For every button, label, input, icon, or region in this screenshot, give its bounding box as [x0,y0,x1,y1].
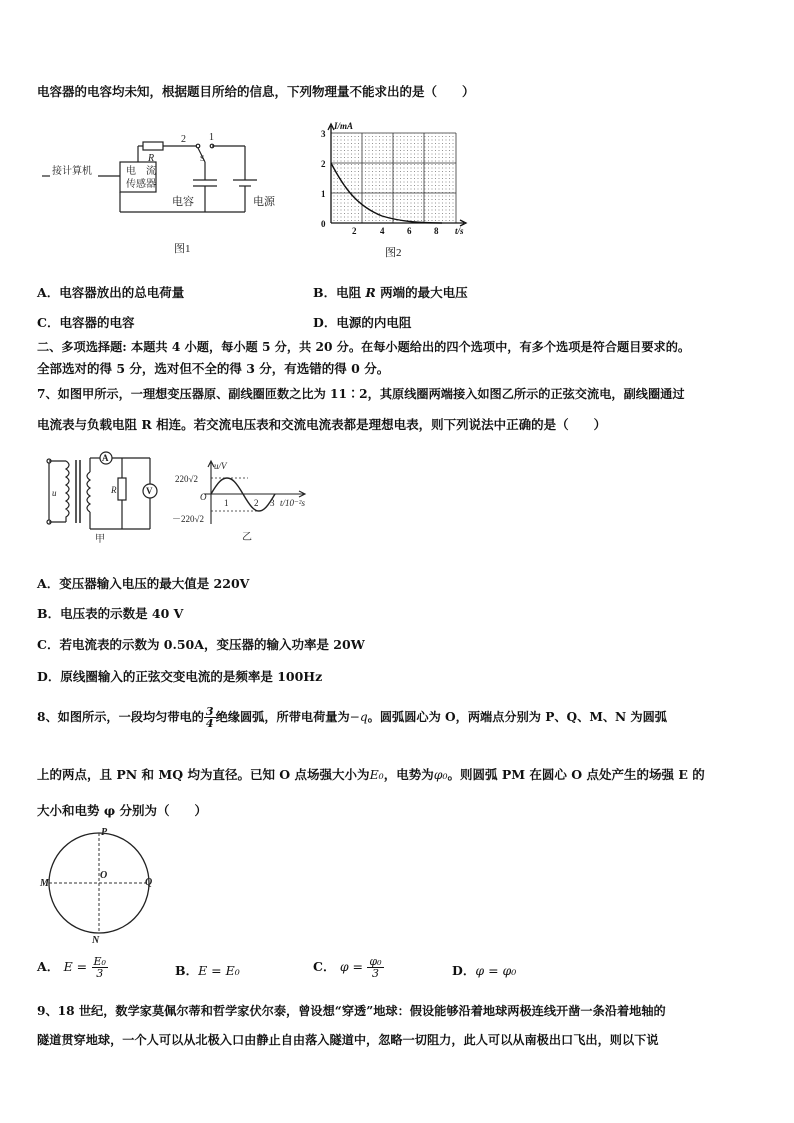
fig2-ytick-1: 1 [321,189,326,199]
q8-text-e: ，电势为 [383,767,434,782]
q8-fig-O: O [100,870,108,881]
q8-option-c-lhs: φ = [339,959,364,974]
fig1-resistor-label: R [148,153,155,164]
q7-fig-u: u [52,488,57,498]
fig2-xtick-6: 6 [407,226,412,236]
fig2-xlabel: t/s [455,226,464,236]
q8-option-d-expr: φ = φ₀ [475,963,517,978]
fig1-caption: 图1 [174,243,191,255]
q8-text-b: 绝缘圆弧，所带电荷量为 [215,710,350,724]
q9-stem-line2: 隧道贯穿地球，一个人可以从北极入口由静止自由落入隧道中，忽略一切阻力，此人可以从南极出口飞出，则以下说 [37,1033,659,1047]
q7-fig2-ymax: 220√2 [175,474,198,484]
q6-option-b-pre: B．电阻 [313,285,366,300]
q8-e0: E₀ [369,767,384,782]
q8-stem-line3: 大小和电势 φ 分别为（ ） [37,803,208,818]
q7-figure-transformer [40,450,170,548]
q8-option-c-frac [367,956,383,979]
q8-text-f: 。则圆弧 PM 在圆心 O 点处产生的场强 E 的 [447,767,705,782]
fig2-xtick-2: 2 [352,226,357,236]
q9-stem-line1: 9、18 世纪，数学家莫佩尔蒂和哲学家伏尔泰，曾设想“穿透”地球：假设能够沿着地球两极连线开凿一条沿着地轴的 [37,1004,666,1018]
fig1-source-label: 电源 [253,196,275,208]
q6-option-b-var: R [365,285,376,300]
fig2-ytick-3: 3 [321,129,326,139]
q7-stem-line1: 7、如图甲所示，一理想变压器原、副线圈匝数之比为 11∶2，其原线圈两端接入如图乙所示的正弦交流电，副线圈通过 [37,387,685,401]
q8-option-a-num: E₀ [93,955,106,968]
q8-stem-line2 [37,765,705,783]
q6-stem: 电容器的电容均未知，根据题目所给的信息，下列物理量不能求出的是（ ） [37,84,475,99]
fig1-switch-2: 2 [181,134,186,145]
q8-option-c-num: φ₀ [369,955,382,968]
q8-charge: −q [349,710,368,724]
q7-stem-line2: 电流表与负载电阻 R 相连。若交流电压表和交流电流表都是理想电表，则下列说法中正确的是（ ） [37,417,607,432]
q8-option-b-label: B． [175,963,199,978]
q6-option-b[interactable] [313,283,468,301]
q7-fig2-ylabel: u/V [214,461,227,471]
q8-frac-num: 3 [205,705,214,718]
q8-option-a-label: A． [37,959,60,974]
fig2-xtick-4: 4 [380,226,385,236]
q6-option-a[interactable]: A．电容器放出的总电荷量 [37,285,185,300]
q6-option-d[interactable]: D．电源的内电阻 [313,315,412,330]
q6-option-b-post: 两端的最大电压 [375,285,468,300]
q7-fig2-xlabel: t/10⁻²s [280,498,305,508]
q8-option-c-label: C． [313,959,336,974]
q6-figure2-graph [312,118,472,260]
q7-fig2-xtick-1: 1 [224,498,229,508]
q7-fig-voltmeter: V [146,486,153,496]
q6-option-c[interactable]: C．电容器的电容 [37,315,135,330]
q8-option-c-den: 3 [371,967,379,980]
q7-fig-resistor: R [111,485,117,495]
q8-text-d: 上的两点，且 PN 和 MQ 均为直径。已知 O 点场强大小为 [37,767,370,782]
q7-fig2-ymin: －220√2 [172,514,204,524]
fig2-ytick-2: 2 [321,159,326,169]
q7-fig-caption-jia: 甲 [95,534,105,545]
q7-fig2-origin: O [200,492,207,502]
q8-frac-den: 4 [205,717,214,730]
q8-option-b-expr: E = E₀ [198,963,240,978]
q7-fig-ammeter: A [102,453,109,463]
q7-option-b[interactable]: B．电压表的示数是 40 V [37,606,184,621]
q6-figure1-circuit [40,128,290,258]
section2-heading-line2: 全部选对的得 5 分，选对但不全的得 3 分，有选错的得 0 分。 [37,361,390,376]
q8-option-a-den: 3 [96,967,104,980]
q7-option-d[interactable]: D．原线圈输入的正弦交变电流的是频率是 100Hz [37,669,323,684]
q8-option-d[interactable] [452,961,516,979]
q7-fig2-xtick-2: 2 [254,498,259,508]
section2-heading-line1: 二、多项选择题: 本题共 4 小题，每小题 5 分，共 20 分。在每小题给出的四个选项中，有多个选项是符合题目要求的。 [37,340,691,354]
q8-option-d-label: D． [452,963,476,978]
q8-fig-M: M [40,878,49,889]
q8-option-b[interactable] [175,961,240,979]
q8-fig-P: P [101,827,108,838]
fig1-switch-1: 1 [209,132,214,143]
q7-figure-sine [170,456,320,548]
q8-fig-Q: Q [145,877,153,888]
fig1-switch-s: S [200,154,205,163]
q8-option-a[interactable] [37,956,108,979]
q7-fig2-caption-yi: 乙 [242,532,252,543]
q7-option-a[interactable]: A．变压器输入电压的最大值是 220V [37,576,250,591]
fig1-capacitor-label: 电容 [172,196,194,208]
q8-option-a-lhs: E = [63,959,88,974]
q8-text-c: 。圆弧圆心为 O，两端点分别为 P、Q、M、N 为圆弧 [367,710,667,724]
q8-fraction [204,706,216,729]
q8-text-a: 8、如图所示，一段均匀带电的 [37,710,204,724]
fig2-ytick-0: 0 [321,219,326,229]
fig2-ylabel: I/mA [334,121,354,131]
q8-figure-arc [36,826,166,946]
q8-option-a-frac [92,956,108,979]
q8-stem-line1 [37,706,667,729]
q8-phi0: φ₀ [433,767,448,782]
fig2-xtick-8: 8 [434,226,439,236]
q7-option-c[interactable]: C．若电流表的示数为 0.50A，变压器的输入功率是 20W [37,637,365,652]
fig1-sensor-label-2: 传感器 [126,179,156,190]
fig2-caption: 图2 [385,247,402,259]
q8-fig-N: N [92,935,100,946]
q7-fig2-xtick-3: 3 [270,498,275,508]
fig1-computer-label: 接计算机 [52,166,92,177]
q8-option-c[interactable] [313,956,384,979]
fig1-sensor-label-1: 电 流 [126,166,156,177]
